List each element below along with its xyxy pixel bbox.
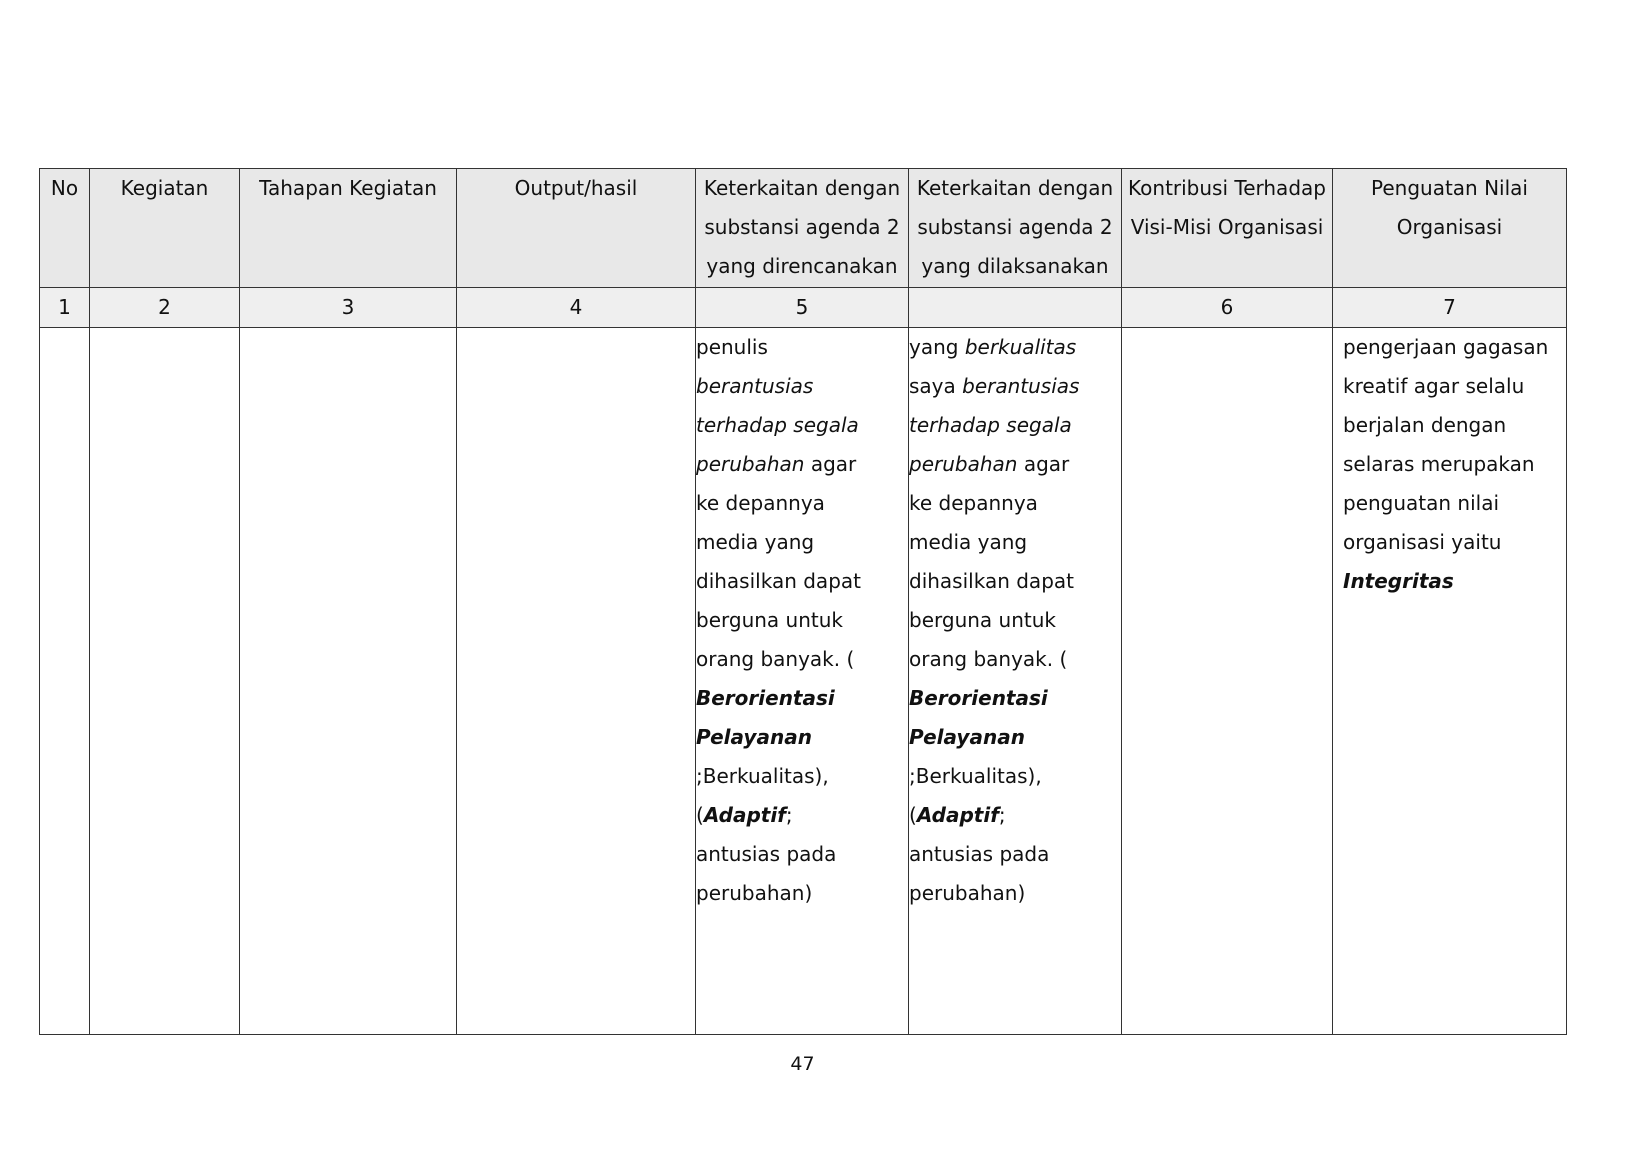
column-number-row <box>40 288 1567 328</box>
column-number: 5 <box>696 288 909 328</box>
header-no: No <box>40 169 90 288</box>
column-number: 7 <box>1333 288 1567 328</box>
cell-keterkaitan-direncanakan: penulis berantusias terhadap segala perubahan agar ke depannya media yang dihasilkan dapat berguna untuk orang banyak. ( Berorientasi Pelayanan ;Berkualitas), (Adaptif; antusias pada perubahan) <box>696 328 909 1035</box>
cell-kontribusi-visi-misi <box>1122 328 1333 1035</box>
cell-keterkaitan-dilaksanakan: yang berkualitas saya berantusias terhadap segala perubahan agar ke depannya media yang dihasilkan dapat berguna untuk orang banyak. ( Berorientasi Pelayanan ;Berkualitas), (Adaptif; antusias pada perubahan) <box>909 328 1122 1035</box>
cell-no <box>40 328 90 1035</box>
header-tahapan-kegiatan: Tahapan Kegiatan <box>240 169 457 288</box>
header-penguatan-nilai: Penguatan Nilai Organisasi <box>1333 169 1567 288</box>
header-keterkaitan-direncanakan: Keterkaitan dengan substansi agenda 2 yang direncanakan <box>696 169 909 288</box>
page-number: 47 <box>790 1053 815 1075</box>
cell-output-hasil <box>457 328 696 1035</box>
header-row <box>40 169 1567 288</box>
cell-tahapan-kegiatan <box>240 328 457 1035</box>
column-number: 6 <box>1122 288 1333 328</box>
header-kegiatan: Kegiatan <box>90 169 240 288</box>
cell-penguatan-nilai: pengerjaan gagasan kreatif agar selalu berjalan dengan selaras merupakan penguatan nilai organisasi yaitu Integritas <box>1333 328 1567 1035</box>
column-number: 2 <box>90 288 240 328</box>
column-number <box>909 288 1122 328</box>
cell-kegiatan <box>90 328 240 1035</box>
header-keterkaitan-dilaksanakan: Keterkaitan dengan substansi agenda 2 yang dilaksanakan <box>909 169 1122 288</box>
column-number: 4 <box>457 288 696 328</box>
header-output-hasil: Output/hasil <box>457 169 696 288</box>
header-kontribusi-visi-misi: Kontribusi Terhadap Visi-Misi Organisasi <box>1122 169 1333 288</box>
table-row <box>40 328 1567 1035</box>
column-number: 1 <box>40 288 90 328</box>
column-number: 3 <box>240 288 457 328</box>
activity-table <box>39 168 1567 1035</box>
